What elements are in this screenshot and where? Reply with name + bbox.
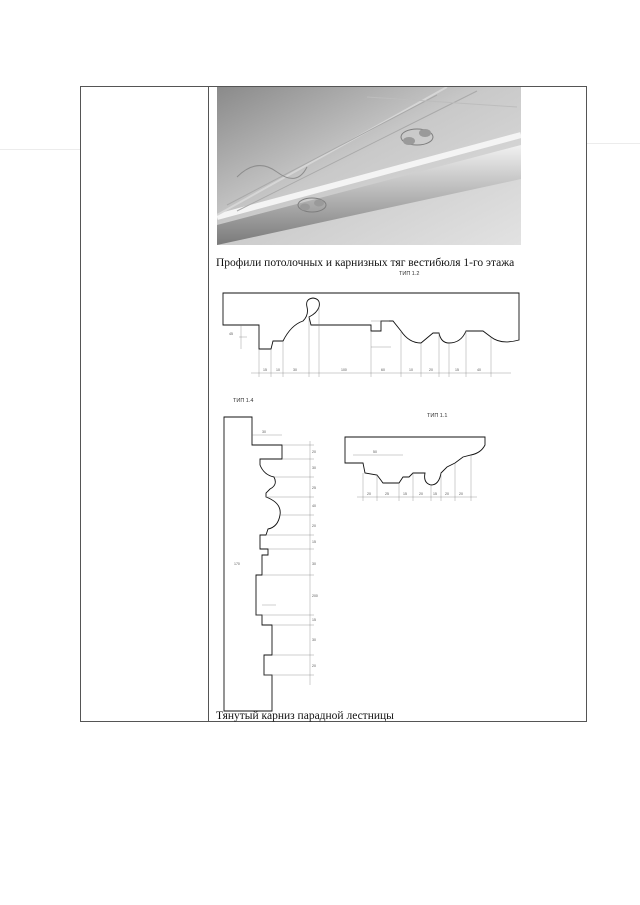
ceiling-photo xyxy=(217,87,521,245)
svg-text:15: 15 xyxy=(403,492,407,496)
svg-text:100: 100 xyxy=(341,368,347,372)
document-table xyxy=(80,86,587,722)
ceiling-photo-image xyxy=(217,87,521,245)
scan-artifact-line xyxy=(0,149,80,150)
svg-text:50: 50 xyxy=(373,450,377,454)
svg-text:25: 25 xyxy=(312,486,316,490)
svg-text:30: 30 xyxy=(293,368,297,372)
svg-text:20: 20 xyxy=(445,492,449,496)
svg-text:20: 20 xyxy=(459,492,463,496)
svg-text:10: 10 xyxy=(409,368,413,372)
type-1-4-label: ТИП 1.4 xyxy=(233,398,254,404)
profile-type-1-4-drawing xyxy=(222,415,332,715)
svg-text:15: 15 xyxy=(263,368,267,372)
svg-text:40: 40 xyxy=(477,368,481,372)
svg-text:20: 20 xyxy=(429,368,433,372)
svg-text:60: 60 xyxy=(381,368,385,372)
svg-text:30: 30 xyxy=(312,466,316,470)
profile-type-1-1-drawing xyxy=(343,433,493,523)
profile-type-1-2-drawing xyxy=(221,285,521,395)
svg-text:40: 40 xyxy=(312,504,316,508)
svg-text:15: 15 xyxy=(433,492,437,496)
svg-text:20: 20 xyxy=(419,492,423,496)
type-1-2-label: ТИП 1.2 xyxy=(399,271,420,277)
svg-text:25: 25 xyxy=(385,492,389,496)
svg-text:20: 20 xyxy=(312,524,316,528)
svg-text:30: 30 xyxy=(312,562,316,566)
svg-text:10: 10 xyxy=(276,368,280,372)
svg-text:45: 45 xyxy=(229,332,233,336)
svg-text:15: 15 xyxy=(312,618,316,622)
staircase-caption: Тянутый карниз парадной лестницы xyxy=(216,710,394,722)
svg-text:15: 15 xyxy=(455,368,459,372)
svg-text:170: 170 xyxy=(234,562,240,566)
svg-text:200: 200 xyxy=(312,594,318,598)
svg-text:30: 30 xyxy=(312,638,316,642)
svg-text:20: 20 xyxy=(367,492,371,496)
svg-text:15: 15 xyxy=(312,540,316,544)
table-column-divider xyxy=(208,87,209,721)
svg-text:20: 20 xyxy=(312,664,316,668)
scan-artifact-line xyxy=(587,143,640,144)
type-1-1-label: ТИП 1.1 xyxy=(427,413,448,419)
profiles-caption: Профили потолочных и карнизных тяг вестибюля 1-го этажа xyxy=(216,257,515,269)
svg-text:30: 30 xyxy=(262,430,266,434)
svg-text:20: 20 xyxy=(312,450,316,454)
